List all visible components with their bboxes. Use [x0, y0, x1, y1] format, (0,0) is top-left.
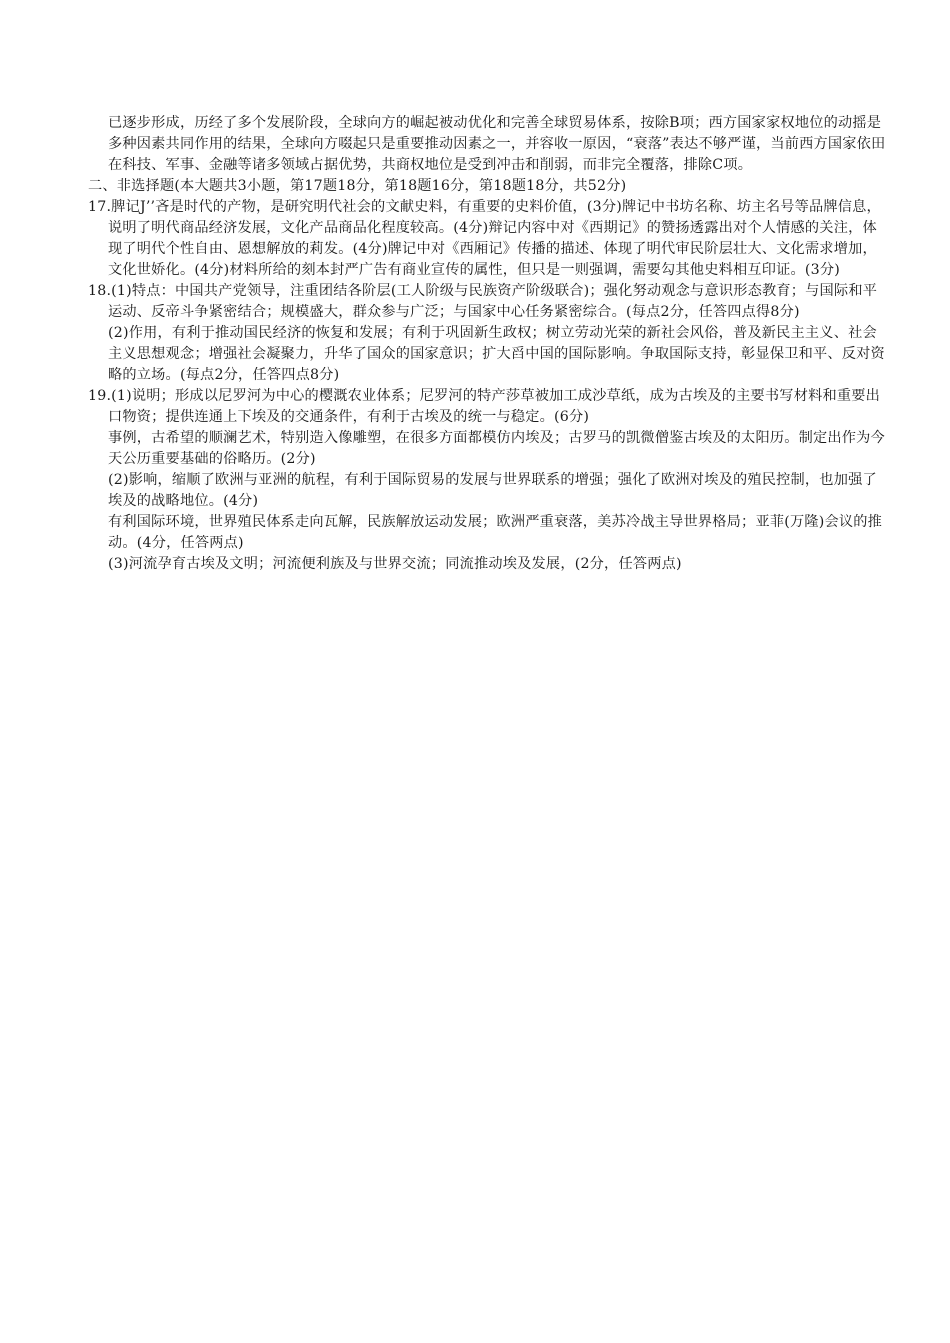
question-19-example: 事例，古希望的顺澜艺术，特别造入像雕塑，在很多方面都模仿内埃及；古罗马的凯微僧鉴古埃及的太阳历。制定出作为今天公历重要基础的俗略历。(2分)	[108, 430, 885, 467]
question-19-part1: 19.(1)说明；形成以尼罗河为中心的樱溉农业体系；尼罗河的特产莎草被加工成沙草纸，成为古埃及的主要书写材料和重要出口物资；提供连通上下埃及的交通条件，有利于古埃及的统一与稳定。(6分)	[88, 388, 881, 425]
question-19-part2: (2)影响，缩顺了欧洲与亚洲的航程，有利于国际贸易的发展与世界联系的增强；强化了欧洲对埃及的殖民控制，也加强了埃及的战略地位。(4分)	[108, 472, 877, 509]
question-19-part3: (3)河流孕育古埃及文明；河流便利族及与世界交流；同流推动埃及发展，(2分，任答两点)	[108, 556, 682, 572]
question-17-answer: 17.脾记J’’吝是时代的产物，是研究明代社会的文献史料，有重要的史料价值，(3分)牌记中书坊名称、坊主名号等品牌信息，说明了明代商品经济发展，文化产品商品化程度较高。(4分)辩记内容中对《西期记》的赞扬透露出对个人情感的关注，体现了明代个性自由、恩想解放的莉发。(4分)牌记中对《西厢记》传播的描述、体现了明代审民阶层壮大、文化需求增加，文化世娇化。(4分)材料所给的刻本封严广告有商业宣传的属性，但只是一则强调，需要勾其他史料相互印证。(3分)	[88, 199, 881, 278]
question-18-part1: 18.(1)特点：中国共产党领导，注重团结各阶层(工人阶级与民族资产阶级联合)；强化努动观念与意识形态教育；与国际和平运动、反帝斗争紧密结合；规模盛大，群众参与广泛；与国家中心任务紧密综合。(每点2分，任答四点得8分)	[88, 283, 878, 320]
question-19-environment: 有利国际环境，世界殖民体系走向瓦解，民族解放运动发展；欧洲严重衰落，美苏冷战主导世界格局；亚菲(万隆)会议的推动。(4分，任答两点)	[108, 514, 883, 551]
answer-document	[88, 113, 888, 575]
section-heading-non-choice: 二、非选择题(本大题共3小题，第17题18分，第18题16分，第18题18分，共52分)	[88, 178, 627, 194]
continuation-paragraph: 已逐步形成，历经了多个发展阶段，全球向方的崛起被动优化和完善全球贸易体系，按除B项；西方国家家权地位的动摇是多种因素共同作用的结果，全球向方啜起只是重要推动因素之一，并容收一原因，“衰落”表达不够严谨，当前西方国家依田在科技、军事、金融等诸多领域占据优势，共商权地位是受到冲击和削弱，而非完全覆落，排除C项。	[108, 115, 886, 173]
question-18-part2: (2)作用，有利于推动国民经济的恢复和发展；有利于巩固新生政权；树立劳动光荣的新社会风俗，普及新民主主义、社会主义思想观念；增强社会凝聚力，升华了国众的国家意识；扩大舀中国的国际影响。争取国际支持，彰显保卫和平、反对资略的立场。(每点2分，任答四点8分)	[108, 325, 885, 383]
